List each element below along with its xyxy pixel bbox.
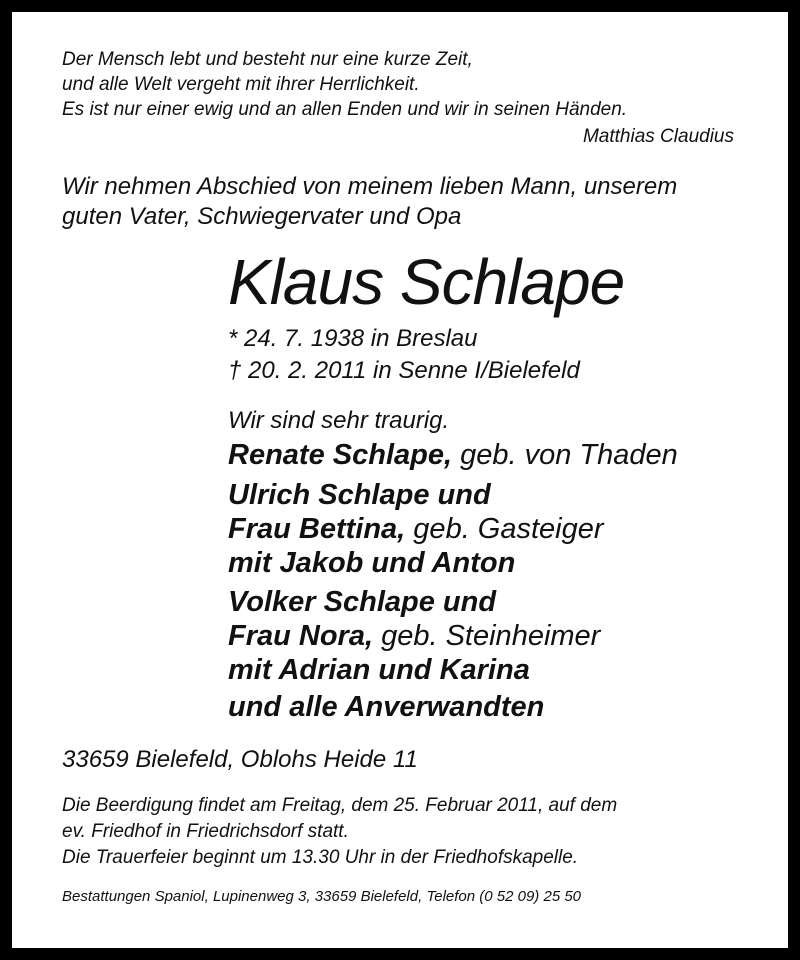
undertaker-footer: Bestattungen Spaniol, Lupinenweg 3, 33659 Bielefeld, Telefon (0 52 09) 25 50 bbox=[62, 888, 582, 905]
son1-name: Ulrich Schlape und bbox=[228, 479, 491, 511]
wife-name: Renate Schlape, bbox=[228, 439, 453, 471]
wife-note: geb. von Thaden bbox=[452, 439, 678, 471]
son1-kids: mit Jakob und Anton bbox=[228, 547, 516, 579]
son2-kids: mit Adrian und Karina bbox=[228, 654, 530, 686]
son1-wife-name: Frau Bettina, bbox=[228, 513, 406, 545]
info-line-2: ev. Friedhof in Friedrichsdorf statt. bbox=[62, 821, 349, 842]
mourner-wife bbox=[228, 438, 678, 472]
quote-line-1: Der Mensch lebt und besteht nur eine kurze Zeit, bbox=[62, 49, 473, 70]
son1-wife-note: geb. Gasteiger bbox=[405, 513, 604, 545]
mourners-intro: Wir sind sehr traurig. bbox=[228, 407, 450, 434]
quote-line-3: Es ist nur einer ewig und an allen Enden und wir in seinen Händen. bbox=[62, 99, 628, 120]
son2-wife-name: Frau Nora, bbox=[228, 620, 374, 652]
quote bbox=[62, 47, 627, 122]
quote-line-2: und alle Welt vergeht mit ihrer Herrlichkeit. bbox=[62, 74, 420, 95]
funeral-info bbox=[62, 793, 617, 871]
birth-date: * 24. 7. 1938 in Breslau bbox=[228, 325, 478, 352]
intro-line-1: Wir nehmen Abschied von meinem lieben Mann, unserem bbox=[62, 173, 678, 200]
info-line-3: Die Trauerfeier beginnt um 13.30 Uhr in der Friedhofskapelle. bbox=[62, 847, 579, 868]
deceased-name: Klaus Schlape bbox=[228, 246, 625, 318]
mourner-relatives bbox=[228, 690, 544, 724]
quote-author: Matthias Claudius bbox=[582, 126, 734, 147]
mourner-family-2 bbox=[228, 585, 600, 687]
life-dates bbox=[228, 323, 580, 387]
son2-name: Volker Schlape und bbox=[228, 586, 497, 618]
intro-text bbox=[62, 172, 677, 232]
info-line-1: Die Beerdigung findet am Freitag, dem 25. Februar 2011, auf dem bbox=[62, 795, 618, 816]
mourner-family-1 bbox=[228, 478, 604, 580]
address: 33659 Bielefeld, Oblohs Heide 11 bbox=[62, 746, 418, 773]
relatives-text: und alle Anverwandten bbox=[228, 691, 545, 723]
son2-wife-note: geb. Steinheimer bbox=[373, 620, 601, 652]
death-date: † 20. 2. 2011 in Senne I/Bielefeld bbox=[228, 357, 580, 384]
intro-line-2: guten Vater, Schwiegervater und Opa bbox=[62, 203, 462, 230]
